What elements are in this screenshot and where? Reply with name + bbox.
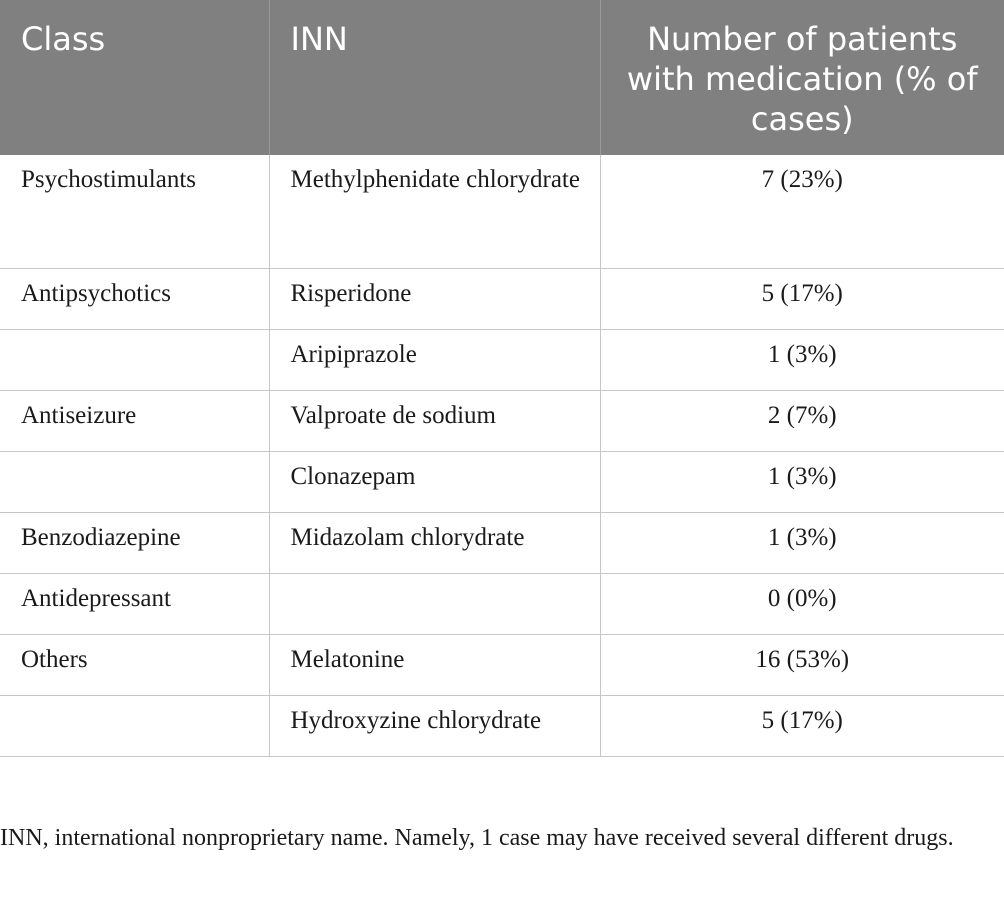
- cell-class: Antidepressant: [0, 573, 269, 634]
- cell-inn: Aripiprazole: [269, 329, 600, 390]
- cell-count: 7 (23%): [600, 155, 1004, 268]
- cell-count: 2 (7%): [600, 390, 1004, 451]
- table-row: [0, 573, 1004, 634]
- table-footnote: INN, international nonproprietary name. Namely, 1 case may have received several different drugs.: [0, 825, 954, 851]
- cell-class: Benzodiazepine: [0, 512, 269, 573]
- cell-class: Psychostimulants: [0, 155, 269, 268]
- cell-inn: Melatonine: [269, 634, 600, 695]
- cell-count: 0 (0%): [600, 573, 1004, 634]
- cell-class: [0, 695, 269, 756]
- cell-class: Antipsychotics: [0, 268, 269, 329]
- cell-class: [0, 451, 269, 512]
- cell-count: 1 (3%): [600, 329, 1004, 390]
- header-row: [0, 0, 1004, 155]
- table-row: [0, 329, 1004, 390]
- table-row: [0, 695, 1004, 756]
- table-row: [0, 155, 1004, 268]
- table-body: [0, 155, 1004, 756]
- table-row: [0, 634, 1004, 695]
- table-row: [0, 451, 1004, 512]
- cell-class: Others: [0, 634, 269, 695]
- header-patient-count: Number of patients with medication (% of cases): [600, 0, 1004, 155]
- cell-class: [0, 329, 269, 390]
- table-row: [0, 268, 1004, 329]
- cell-inn: Methylphenidate chlorydrate: [269, 155, 600, 268]
- cell-inn: Valproate de sodium: [269, 390, 600, 451]
- cell-inn: [269, 573, 600, 634]
- header-class: Class: [0, 0, 269, 155]
- cell-count: 1 (3%): [600, 512, 1004, 573]
- table-header: [0, 0, 1004, 155]
- header-inn: INN: [269, 0, 600, 155]
- cell-count: 5 (17%): [600, 695, 1004, 756]
- cell-count: 1 (3%): [600, 451, 1004, 512]
- cell-inn: Risperidone: [269, 268, 600, 329]
- table-row: [0, 512, 1004, 573]
- cell-class: Antiseizure: [0, 390, 269, 451]
- cell-count: 5 (17%): [600, 268, 1004, 329]
- cell-inn: Midazolam chlorydrate: [269, 512, 600, 573]
- cell-inn: Clonazepam: [269, 451, 600, 512]
- cell-count: 16 (53%): [600, 634, 1004, 695]
- cell-inn: Hydroxyzine chlorydrate: [269, 695, 600, 756]
- table-row: [0, 390, 1004, 451]
